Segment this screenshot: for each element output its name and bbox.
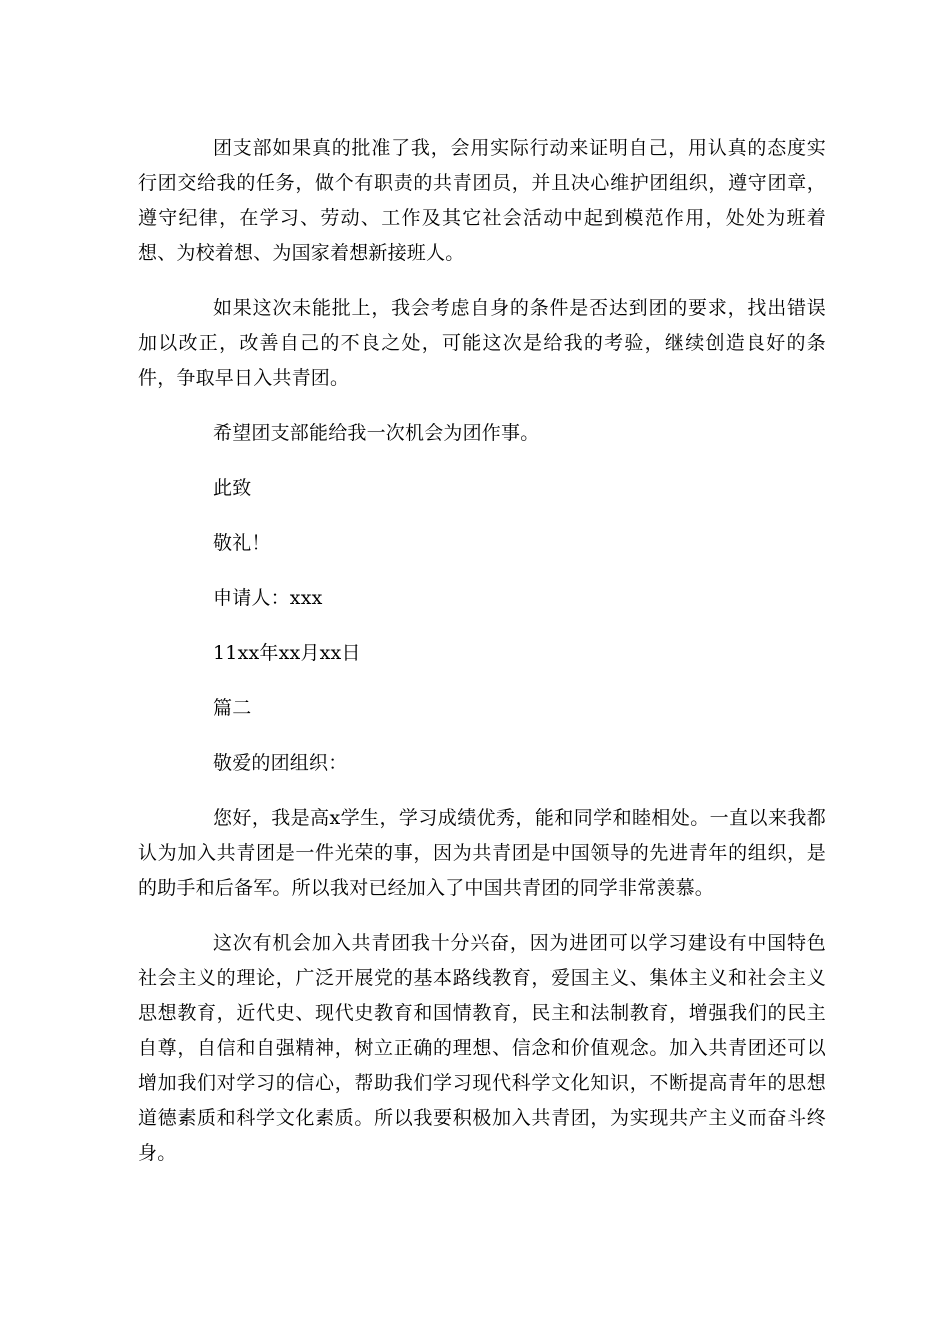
document-body — [138, 131, 826, 1191]
paragraph-commitment: 团支部如果真的批准了我，会用实际行动来证明自己，用认真的态度实行团交给我的任务，做个有职责的共青团员，并且决心维护团组织，遵守团章，遵守纪律，在学习、劳动、工作及其它社会活动中起到模范作用，处处为班着想、为校着想、为国家着想新接班人。 — [138, 137, 826, 264]
applicant-line: 申请人：xxx — [213, 587, 323, 609]
paragraph-introduction: 您好，我是高x学生，学习成绩优秀，能和同学和睦相处。一直以来我都认为加入共青团是一件光荣的事，因为共青团是中国领导的先进青年的组织，是的助手和后备军。所以我对已经加入了中国共青团的同学非常羡慕。 — [138, 807, 826, 899]
section-title: 篇二 — [213, 697, 252, 719]
date-line: 11xx年xx月xx日 — [213, 642, 361, 664]
salutation-cizhi: 此致 — [213, 477, 252, 499]
paragraph-motivation: 这次有机会加入共青团我十分兴奋，因为进团可以学习建设有中国特色社会主义的理论，广泛开展党的基本路线教育，爱国主义、集体主义和社会主义思想教育，近代史、现代史教育和国情教育，民主和法制教育，增强我们的民主自尊，自信和自强精神，树立正确的理想、信念和价值观念。加入共青团还可以增加我们对学习的信心，帮助我们学习现代科学文化知识，不断提高青年的思想道德素质和科学文化素质。所以我要积极加入共青团，为实现共产主义而奋斗终身。 — [138, 932, 826, 1164]
salutation-jingli: 敬礼！ — [213, 532, 271, 554]
hope-line: 希望团支部能给我一次机会为团作事。 — [213, 422, 540, 444]
paragraph-if-rejected: 如果这次未能批上，我会考虑自身的条件是否达到团的要求，找出错误加以改正，改善自己的不良之处，可能这次是给我的考验，继续创造良好的条件，争取早日入共青团。 — [138, 297, 826, 389]
greeting-line: 敬爱的团组织： — [213, 752, 348, 774]
